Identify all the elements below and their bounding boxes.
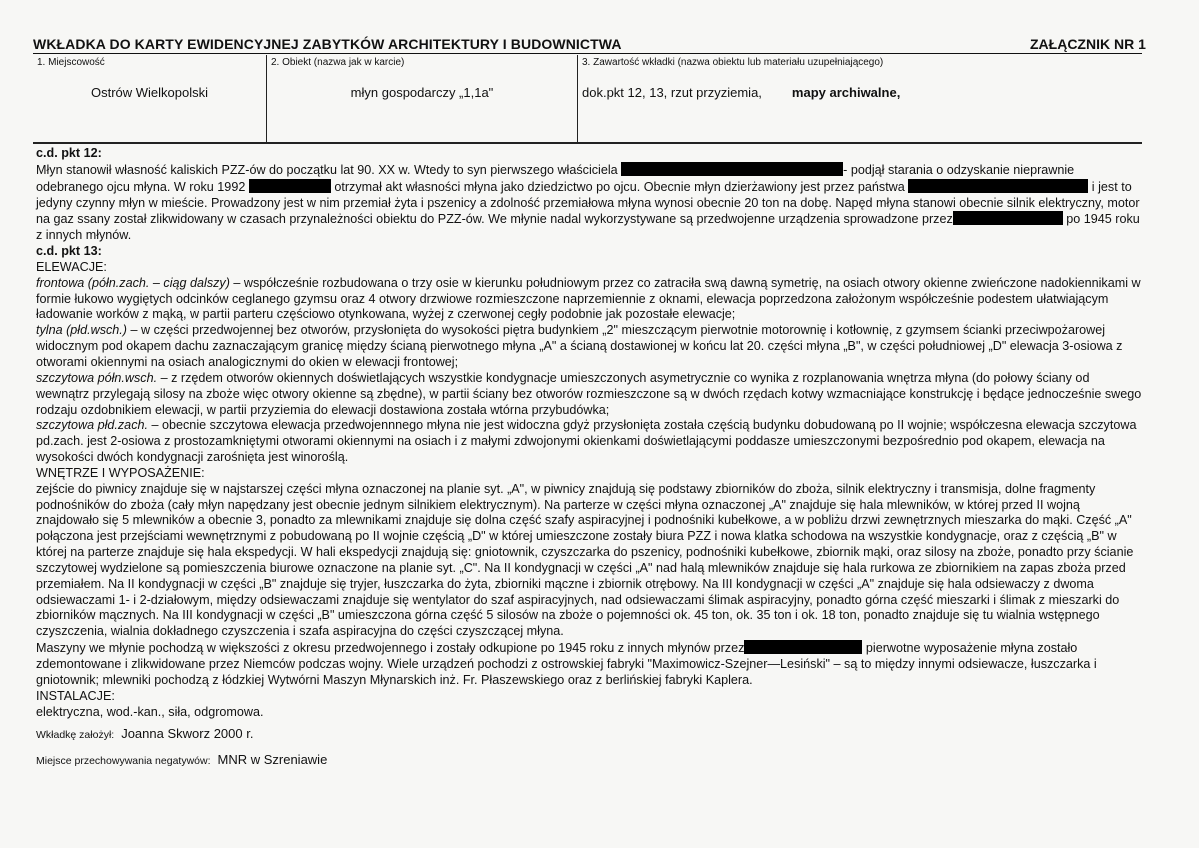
author-value: Joanna Skworz 2000 r.	[121, 726, 254, 742]
negatives-line: Miejsce przechowywania negatywów: MNR w Szreniawie	[36, 752, 328, 768]
object-caption: 2. Obiekt (nazwa jak w karcie)	[271, 57, 405, 68]
pkt13-heading: c.d. pkt 13:	[36, 244, 102, 259]
installations-heading: INSTALACJE:	[36, 688, 115, 703]
redaction-block	[744, 640, 862, 654]
author-line: Wkładkę założył: Joanna Skworz 2000 r.	[36, 726, 254, 742]
header-bottom-rule	[33, 143, 1142, 144]
redaction-block	[621, 162, 843, 176]
locality-caption: 1. Miejscowość	[37, 57, 105, 68]
front-elevation: frontowa (półn.zach. – ciąg dalszy) – współcześnie rozbudowana o trzy osie w kierunku południowym przez co zatraciła swą dawną symetrię, na osiach otwory okienne zwieńczone nadokiennikami w formie łukowo wygiętych odcinków ceglanego gzymsu oraz 4 otwory drzwiowe rozmieszczone naprzemiennie z oknami, elewacja poprzedzona założonym współcześnie podestem ułatwiającym ładowanie worków z mąką, w partii parteru częściowo otynkowana, wyżej z czerwonej cegły podobnie jak pozostałe elewacje;	[36, 275, 1141, 322]
contents-cell	[578, 55, 1143, 143]
document-title: WKŁADKA DO KARTY EWIDENCYJNEJ ZABYTKÓW ARCHITEKTURY I BUDOWNICTWA	[33, 36, 622, 52]
machines-paragraph: Maszyny we młynie pochodzą w większości z okresu przedwojennego i zostały odkupione po 1945 roku z innych młynów przez pierwotne wyposażenie młyna zostało zdemontowane i zlikwidowane przez Niemców podczas wojny. Wiele urządzeń pochodzi z ostrowskiej fabryki "Maximowicz-Szejner—Lesiński" – są to między innymi odsiewacze, łuszczarka i gniotownik; mlewniki pochodzą z łódzkiej Wytwórni Maszyn Młynarskich inż. Fr. Płaszewskiego oraz z berlińskiej fabryki Kaplera.	[36, 641, 1097, 687]
locality-cell	[33, 55, 267, 143]
title-rule	[33, 53, 1142, 54]
elevations-heading: ELEWACJE:	[36, 259, 107, 274]
gable-ne-elevation: szczytowa półn.wsch. – z rzędem otworów okiennych doświetlających wszystkie kondygnacje umieszczonych asymetrycznie co wynika z rozplanowania wnętrza młyna (do połowy ściany od wewnątrz przylegają silosy na zboże więc otwory okienne są zbędne), w partii ściany bez otworów rozmieszczone są w dwóch rzędach kotwy wzmacniające konstrukcję i będące jednocześnie swego rodzaju ozdobnikiem elewacji, w partii przyziemia do elewacji dostawiona została wtórna przybudówka;	[36, 370, 1142, 417]
pkt12-paragraph: Młyn stanowił własność kaliskich PZZ-ów do początku lat 90. XX w. Wtedy to syn pierwszego właściciela - podjął starania o odzyskanie nieprawnie odebranego ojcu młyna. W roku 1992 otrzymał akt własności młyna jako dziedzictwo po ojcu. Obecnie młyn dzierżawiony jest przez państwa i jest to jedyny czynny młyn w mieście. Prowadzony jest w nim przemiał żyta i pszenicy a zdolność przemiałowa młyna wynosi obecnie 20 ton na dobę. Napęd młyna stanowi obecnie silnik elektryczny, motor na gaz ssany został zlikwidowany w czasach przynależności obiektu do PZZ-ów. We młynie nadal wykorzystywane są przedwojenne urządzenia sprowadzone przez po 1945 roku z innych młynów.	[36, 162, 1140, 243]
redaction-block	[908, 179, 1088, 193]
negatives-value: MNR w Szreniawie	[217, 752, 328, 768]
object-cell	[267, 55, 578, 143]
contents-caption: 3. Zawartość wkładki (nazwa obiektu lub materiału uzupełniającego)	[582, 57, 884, 68]
contents-value: dok.pkt 12, 13, rzut przyziemia, mapy archiwalne,	[582, 85, 901, 100]
locality-value: Ostrów Wielkopolski	[90, 85, 209, 100]
annex-number: ZAŁĄCZNIK NR 1	[1030, 36, 1146, 52]
gable-sw-elevation: szczytowa płd.zach. – obecnie szczytowa elewacja przedwojennnego młyna nie jest widoczna gdyż przysłonięta została częścią budynku dobudowaną po II wojnie; współczesna elewacja szczytowa pd.zach. jest 2-osiowa z prostozamkniętymi otworami okiennymi na osiach i z małymi zdwojonymi okienkami doświetlającymi poddasze umieszczonymi bezpośrednio pod okapem, elewacja na wysokości dwóch kondygnacji zarośnięta jest winoroślą.	[36, 418, 1137, 465]
header-table	[33, 55, 1142, 143]
interior-heading: WNĘTRZE I WYPOSAŻENIE:	[36, 465, 205, 480]
pkt12-heading: c.d. pkt 12:	[36, 146, 102, 160]
installations-paragraph: elektryczna, wod.-kan., siła, odgromowa.	[36, 704, 264, 719]
rear-elevation: tylna (płd.wsch.) – w części przedwojennej bez otworów, przysłonięta do wysokości piętra budynkiem „2" mieszczącym pierwotnie motorownię i kotłownię, z gzymsem ścianki przeciwpożarowej widocznym pod okapem dachu zaznaczającym granicę między ścianą pierwotnego młyna „A" a ścianą dostawionej w końcu lat 20. części młyna „B", w części południowej „D" elewacja 3-osiowa z otworami okiennymi na osiach analogicznymi do okien w elewacji frontowej;	[36, 323, 1123, 369]
document-body	[36, 146, 1142, 770]
object-value: młyn gospodarczy „1,1a"	[350, 85, 494, 100]
redaction-block	[249, 179, 331, 193]
redaction-block	[953, 211, 1063, 225]
interior-paragraph: zejście do piwnicy znajduje się w najstarszej części młyna oznaczonej na planie syt. „A", w piwnicy znajdują się podstawy zbiorników do zboża, silnik elektryczny i transmisja, dolne fragmenty podnośników do zboża (cały młyn napędzany jest obecnie jednym silnikiem elektrycznym). Na parterze w części młyna oznaczonej „A" znajduje się hala mlewników, w której przed II wojną znajdowało się 5 mlewników a obecnie 3, ponadto za mlewnikami znajduje się dolna część szafy aspiracyjnej i podnośniki kubełkowe, a w pobliżu drzwi zewnętrznych mieszarka do mąki. Część „A" połączona jest przejściami wewnętrznymi z pobudowaną po II wojnie częścią „D" w której umieszczone zostały biura PZZ i nowa klatka schodowa na wszystkie kondygnacje, oraz z częścią „B" w której na parterze znajduje się hala ekspedycji. W hali ekspedycji znajdują się: gniotownik, czyszczarka do pszenicy, podnośniki kubełkowe, zbiornik mąki, oraz silosy na zboże, ponadto przy ścianie szczytowej wydzielone są pomieszczenia biurowe oznaczone na planie syt. „C". Na II kondygnacji w części „A" nad halą mlewników znajduje się hala rurkowa ze zbiornikiem na zapas zboża przed przemiałem. Na II kondygnacji w części „B" znajduje się tryjer, łuszczarka do żyta, zbiorniki mączne i zbiornik otrębowy. Na III kondygnacji w części „A" znajduje się hala odsiewaczy z dwoma odsiewaczami 1- i 2-działowym, między odsiewaczami znajduje się wentylator do szaf aspiracyjnych, nad odsiewaczami ślimak aspiracyjny, ponadto górna część mieszarki i ślimak z mieszarki do zbiorników mącznych. Na III kondygnacji w części „B" umieszczona górna część 5 silosów na zboże o pojemności ok. 45 ton, ok. 35 ton i ok. 18 ton, ponadto znajduje się tu wialnia wstępnego czyszczenia, wialnia dokładnego czyszczenia i szafa aspiracyjna do części czyszczącej młyna.	[36, 481, 1134, 639]
contents-value-bold: mapy archiwalne,	[791, 85, 901, 100]
